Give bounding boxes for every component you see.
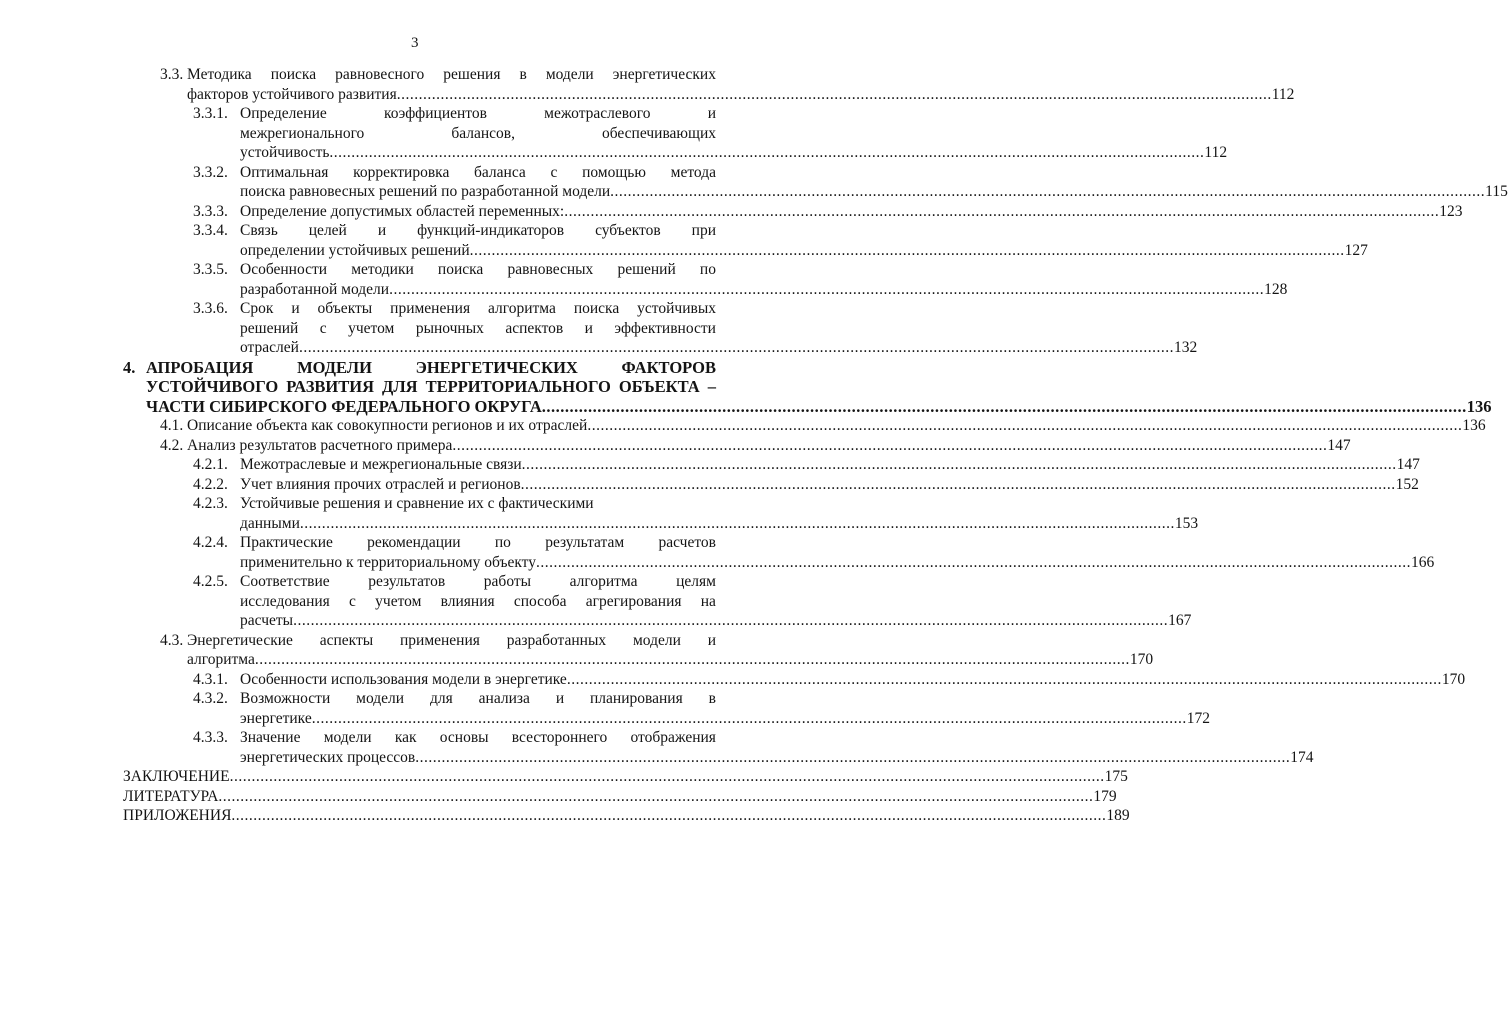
- dot-leader: [521, 475, 1396, 495]
- toc-page-number: 147: [1327, 436, 1351, 454]
- dot-leader: [536, 553, 1411, 573]
- toc-entry-title-line: ЗАКЛЮЧЕНИЕ: [123, 768, 230, 785]
- toc-entry: [0, 416, 1486, 436]
- dot-leader: [218, 787, 1093, 807]
- toc-entry: [0, 689, 1210, 728]
- dot-leader: [299, 338, 1174, 358]
- toc-page-number: 123: [1439, 202, 1463, 220]
- page-number: 3: [411, 35, 419, 51]
- toc-entry-title-line: Срок и объекты применения алгоритма поиска устойчивых: [240, 300, 716, 317]
- toc-entry-title-line: исследования с учетом влияния способа агрегирования на: [240, 592, 716, 610]
- dot-leader: [415, 748, 1290, 768]
- toc-entry-title-line: Учет влияния прочих отраслей и регионов: [240, 475, 521, 493]
- toc-entry: [0, 572, 1192, 631]
- toc-entry: [0, 104, 1228, 163]
- dot-leader: [542, 397, 1467, 417]
- dot-leader: [329, 143, 1204, 163]
- toc-entry-title-line: решений с учетом рыночных аспектов и эффективности: [240, 319, 716, 337]
- toc-entry: [0, 357, 1492, 417]
- toc-entry-title-line: Межотраслевые и межрегиональные связи: [240, 456, 522, 473]
- toc-entry: [0, 787, 1117, 807]
- dot-leader: [300, 514, 1175, 534]
- toc-entry-number: 4.2.4.: [193, 534, 228, 551]
- toc-page-number: 115: [1485, 183, 1508, 200]
- toc-page-number: 136: [1462, 417, 1486, 434]
- toc-entry: [0, 670, 1466, 690]
- toc-page-number: 112: [1271, 85, 1295, 103]
- toc-page-number: 179: [1093, 787, 1117, 805]
- toc-page-number: 112: [1204, 144, 1228, 161]
- toc-entry: [0, 455, 1420, 475]
- toc-entry-title-line: Устойчивые решения и сравнение их с фактическими: [240, 495, 594, 512]
- toc-entry-number: 3.3.4.: [193, 222, 228, 239]
- dot-leader: [452, 436, 1327, 456]
- dot-leader: [389, 280, 1264, 300]
- toc-entry-title-line: Оптимальная корректировка баланса с помощью метода: [240, 163, 716, 181]
- toc-entry-title-line: Методика поиска равновесного решения в модели энергетических: [187, 66, 716, 83]
- toc-entry-title-line: Связь целей и функций-индикаторов субъектов при: [240, 222, 716, 239]
- toc-page-number: 174: [1290, 748, 1314, 766]
- toc-entry: [0, 221, 1368, 260]
- toc-page-number: 167: [1168, 612, 1192, 629]
- toc-page-number: 127: [1344, 241, 1368, 259]
- toc-entry-title-line: разработанной модели: [240, 280, 390, 298]
- toc-entry-number: 3.3.: [160, 66, 184, 83]
- toc-page-number: 152: [1395, 475, 1419, 493]
- toc-entry: [0, 436, 1351, 456]
- toc-page-number: 172: [1186, 709, 1210, 727]
- dot-leader: [587, 416, 1462, 436]
- toc-entry-title-line: УСТОЙЧИВОГО РАЗВИТИЯ ДЛЯ ТЕРРИТОРИАЛЬНОГО ОБЪЕКТА –: [146, 377, 716, 396]
- dot-leader: [567, 670, 1442, 690]
- toc-page-number: 189: [1106, 807, 1130, 824]
- toc-entry-title-line: Практические рекомендации по результатам расчетов: [240, 534, 716, 551]
- toc-entry-title-line: энергетических процессов: [240, 748, 416, 766]
- toc-entry-number: 3.3.3.: [193, 202, 228, 220]
- toc-entry-number: 4.3.: [160, 631, 184, 649]
- toc-entry: [0, 728, 1314, 767]
- toc-entry-title-line: Анализ результатов расчетного примера: [187, 436, 453, 454]
- toc-entry-number: 4.2.1.: [193, 456, 228, 473]
- toc-entry-title-line: применительно к территориальному объекту: [240, 553, 537, 571]
- dot-leader: [470, 241, 1345, 261]
- dot-leader: [564, 202, 1439, 222]
- toc-entry-title-line: Определение коэффициентов межотраслевого и: [240, 105, 716, 122]
- toc-entry-title-line: Особенности использования модели в энергетике: [240, 670, 567, 688]
- toc-entry-title-line: АПРОБАЦИЯ МОДЕЛИ ЭНЕРГЕТИЧЕСКИХ ФАКТОРОВ: [146, 357, 716, 377]
- toc-entry-title-line: Возможности модели для анализа и планирования в: [240, 690, 716, 707]
- toc-entry-title-line: Определение допустимых областей переменных:: [240, 202, 565, 220]
- toc-entry-title-line: межрегионального балансов, обеспечивающих: [240, 124, 716, 142]
- toc-entry-number: 4.: [123, 357, 136, 377]
- toc-page-number: 136: [1466, 396, 1492, 416]
- toc-entry-title-line: Описание объекта как совокупности регионов и их отраслей: [187, 417, 588, 434]
- toc-page-number: 128: [1264, 280, 1288, 298]
- toc-entry-number: 3.3.1.: [193, 105, 228, 122]
- toc-entry: [0, 494, 1199, 533]
- toc-entry-title-line: факторов устойчивого развития: [187, 85, 397, 103]
- toc-entry-number: 4.2.5.: [193, 573, 228, 590]
- toc-entry: [0, 475, 1419, 495]
- toc-entry-title-line: алгоритма: [187, 651, 255, 668]
- toc-entry-number: 3.3.2.: [193, 163, 228, 181]
- toc-entry-title-line: Особенности методики поиска равновесных решений по: [240, 261, 716, 278]
- toc-entry: [0, 767, 1128, 787]
- toc-page-number: 170: [1441, 670, 1466, 688]
- toc-entry: [0, 533, 1435, 572]
- toc-entry-number: 4.2.: [160, 436, 184, 454]
- toc-entry: [0, 202, 1463, 222]
- toc-entry-number: 4.3.2.: [193, 690, 228, 707]
- toc-page-number: 153: [1174, 514, 1199, 532]
- dot-leader: [610, 182, 1485, 202]
- dot-leader: [397, 85, 1272, 105]
- toc-entry-number: 4.2.3.: [193, 495, 228, 512]
- dot-leader: [255, 650, 1130, 670]
- toc-entry: [0, 631, 1154, 670]
- toc-entry-title-line: Энергетические аспекты применения разработанных модели и: [187, 631, 716, 649]
- table-of-contents: [0, 65, 1508, 826]
- toc-entry-number: 4.3.1.: [193, 670, 228, 688]
- toc-page-number: 175: [1104, 768, 1128, 785]
- dot-leader: [230, 767, 1105, 787]
- dot-leader: [312, 709, 1187, 729]
- toc-entry-number: 4.1.: [160, 417, 184, 434]
- toc-page-number: 147: [1396, 456, 1420, 473]
- toc-entry-title-line: данными: [240, 514, 300, 532]
- toc-entry: [0, 299, 1198, 358]
- toc-page-number: 170: [1129, 651, 1154, 668]
- dot-leader: [522, 455, 1397, 475]
- toc-entry-title-line: расчеты: [240, 612, 294, 629]
- toc-entry-number: 4.3.3.: [193, 729, 228, 746]
- toc-entry: [0, 163, 1508, 202]
- toc-entry-title-line: устойчивость: [240, 144, 330, 161]
- toc-entry-title-line: Соответствие результатов работы алгоритма целям: [240, 573, 716, 590]
- toc-entry-number: 3.3.6.: [193, 300, 228, 317]
- toc-entry-title-line: отраслей: [240, 339, 299, 356]
- toc-entry-title-line: Значение модели как основы всестороннего отображения: [240, 729, 716, 746]
- dot-leader: [231, 806, 1106, 826]
- toc-entry-title-line: ЛИТЕРАТУРА: [123, 787, 219, 805]
- toc-entry: [0, 260, 1288, 299]
- toc-page-number: 132: [1173, 339, 1198, 356]
- toc-entry-title-line: ЧАСТИ СИБИРСКОГО ФЕДЕРАЛЬНОГО ОКРУГА: [146, 396, 542, 416]
- toc-entry-number: 3.3.5.: [193, 261, 228, 278]
- toc-entry: [0, 65, 1295, 104]
- toc-page-number: 166: [1411, 553, 1435, 571]
- toc-entry-title-line: определении устойчивых решений: [240, 241, 470, 259]
- toc-entry-title-line: поиска равновесных решений по разработанной модели: [240, 183, 611, 200]
- toc-entry-number: 4.2.2.: [193, 475, 228, 493]
- dot-leader: [293, 611, 1168, 631]
- toc-entry-title-line: энергетике: [240, 709, 312, 727]
- toc-entry-title-line: ПРИЛОЖЕНИЯ: [123, 807, 232, 824]
- toc-entry: [0, 806, 1130, 826]
